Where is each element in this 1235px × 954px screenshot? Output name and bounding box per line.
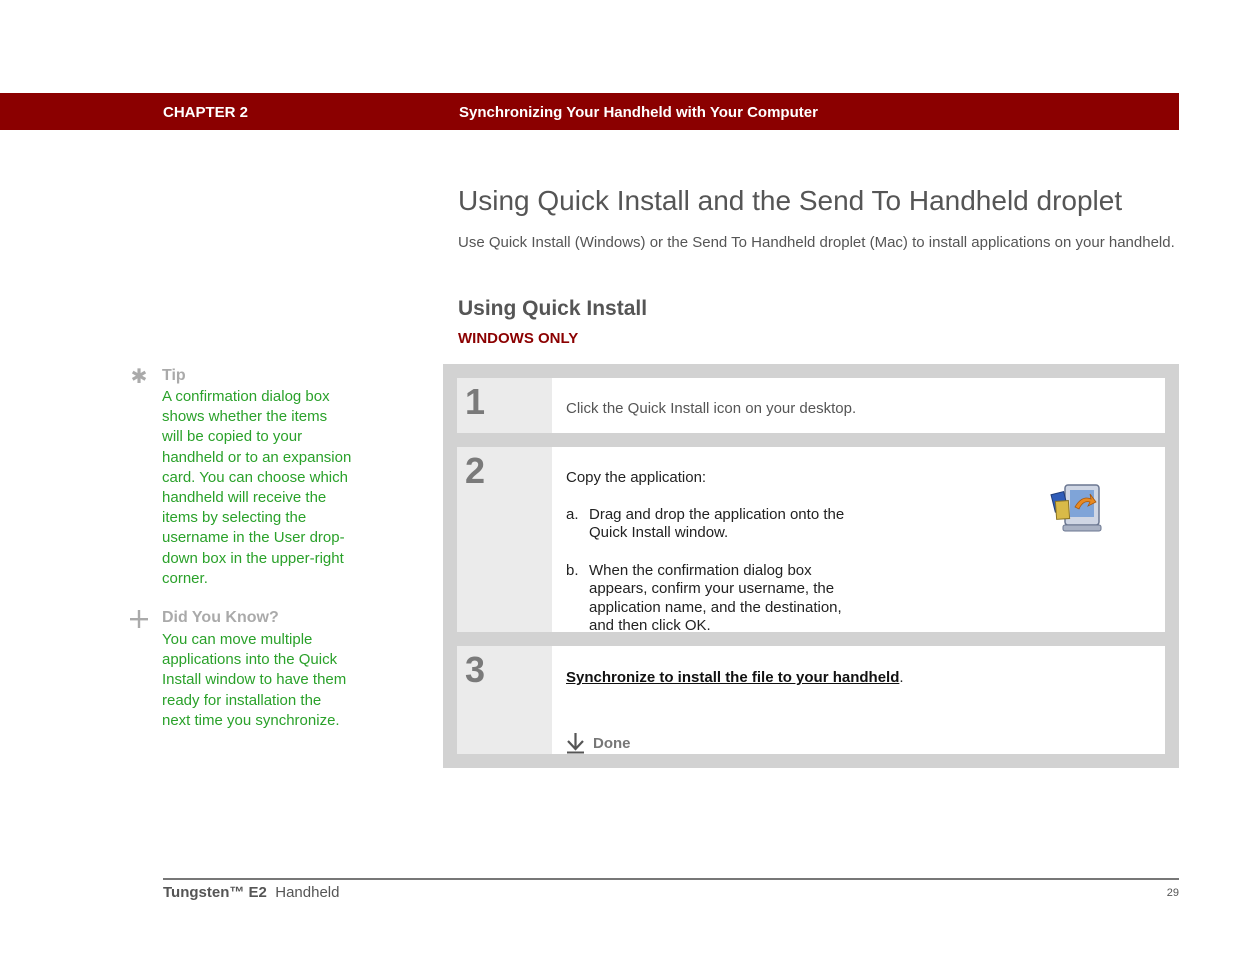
synchronize-link[interactable]: Synchronize to install the file to your handheld (566, 669, 900, 686)
tip-heading: Tip (162, 367, 186, 384)
step-3-body (566, 669, 1151, 752)
tip-text: A confirmation dialog box shows whether the items will be copied to your handheld or to an expansion card. You can choose which handheld will receive the items by selecting the username in the User drop-down box in the upper-right corner. (162, 388, 352, 587)
step-number-cell (457, 646, 552, 754)
product-name-bold: Tungsten™ E2 (163, 884, 267, 901)
did-you-know-heading: Did You Know? (162, 609, 279, 626)
substep-text: When the confirmation dialog box appears, confirm your username, the application name, and the destination, and then click OK. (589, 561, 842, 634)
step-3-text (566, 669, 1151, 688)
substep-a (566, 506, 865, 543)
plus-icon (129, 609, 149, 629)
step-1-text: Click the Quick Install icon on your desktop. (566, 400, 857, 417)
done-row (566, 732, 631, 754)
footer-divider (163, 878, 1179, 880)
substep-marker: b. (566, 561, 579, 579)
step-1 (457, 378, 1165, 433)
section-heading: Using Quick Install (458, 297, 648, 320)
product-name-rest: Handheld (275, 884, 340, 901)
step-3-period: . (899, 669, 904, 686)
chapter-title: Synchronizing Your Handheld with Your Computer (459, 104, 818, 121)
step-number-cell (457, 447, 552, 632)
step-2 (457, 447, 1165, 632)
chapter-label: CHAPTER 2 (163, 104, 249, 121)
footer-product-name (163, 884, 339, 901)
step-1-body (566, 400, 1151, 419)
intro-paragraph: Use Quick Install (Windows) or the Send To Handheld droplet (Mac) to install applications on your handheld. (458, 234, 1175, 251)
substep-b (566, 562, 865, 636)
platform-label: WINDOWS ONLY (458, 330, 579, 347)
page-number: 29 (1166, 887, 1179, 899)
asterisk-icon: ✱ (130, 366, 148, 388)
substep-text: Drag and drop the application onto the Quick Install window. (589, 505, 845, 541)
steps-panel (443, 364, 1179, 768)
step-2-text: Copy the application: (566, 469, 707, 486)
plus-icon-graphic (129, 609, 149, 629)
chapter-header-bar (0, 93, 1179, 130)
page-title: Using Quick Install and the Send To Handheld droplet (458, 185, 1123, 216)
step-number: 2 (465, 450, 486, 491)
step-number-cell (457, 378, 552, 433)
step-number: 3 (465, 649, 486, 690)
did-you-know-text: You can move multiple applications into the Quick Install window to have them ready for installation the next time you synchronize. (162, 631, 347, 729)
quick-install-icon (1049, 481, 1103, 535)
step-number: 1 (465, 381, 486, 422)
done-arrow-icon (566, 732, 585, 754)
step-3 (457, 646, 1165, 754)
done-label: Done (593, 734, 631, 752)
substep-marker: a. (566, 505, 579, 523)
step-2-body (566, 469, 865, 636)
